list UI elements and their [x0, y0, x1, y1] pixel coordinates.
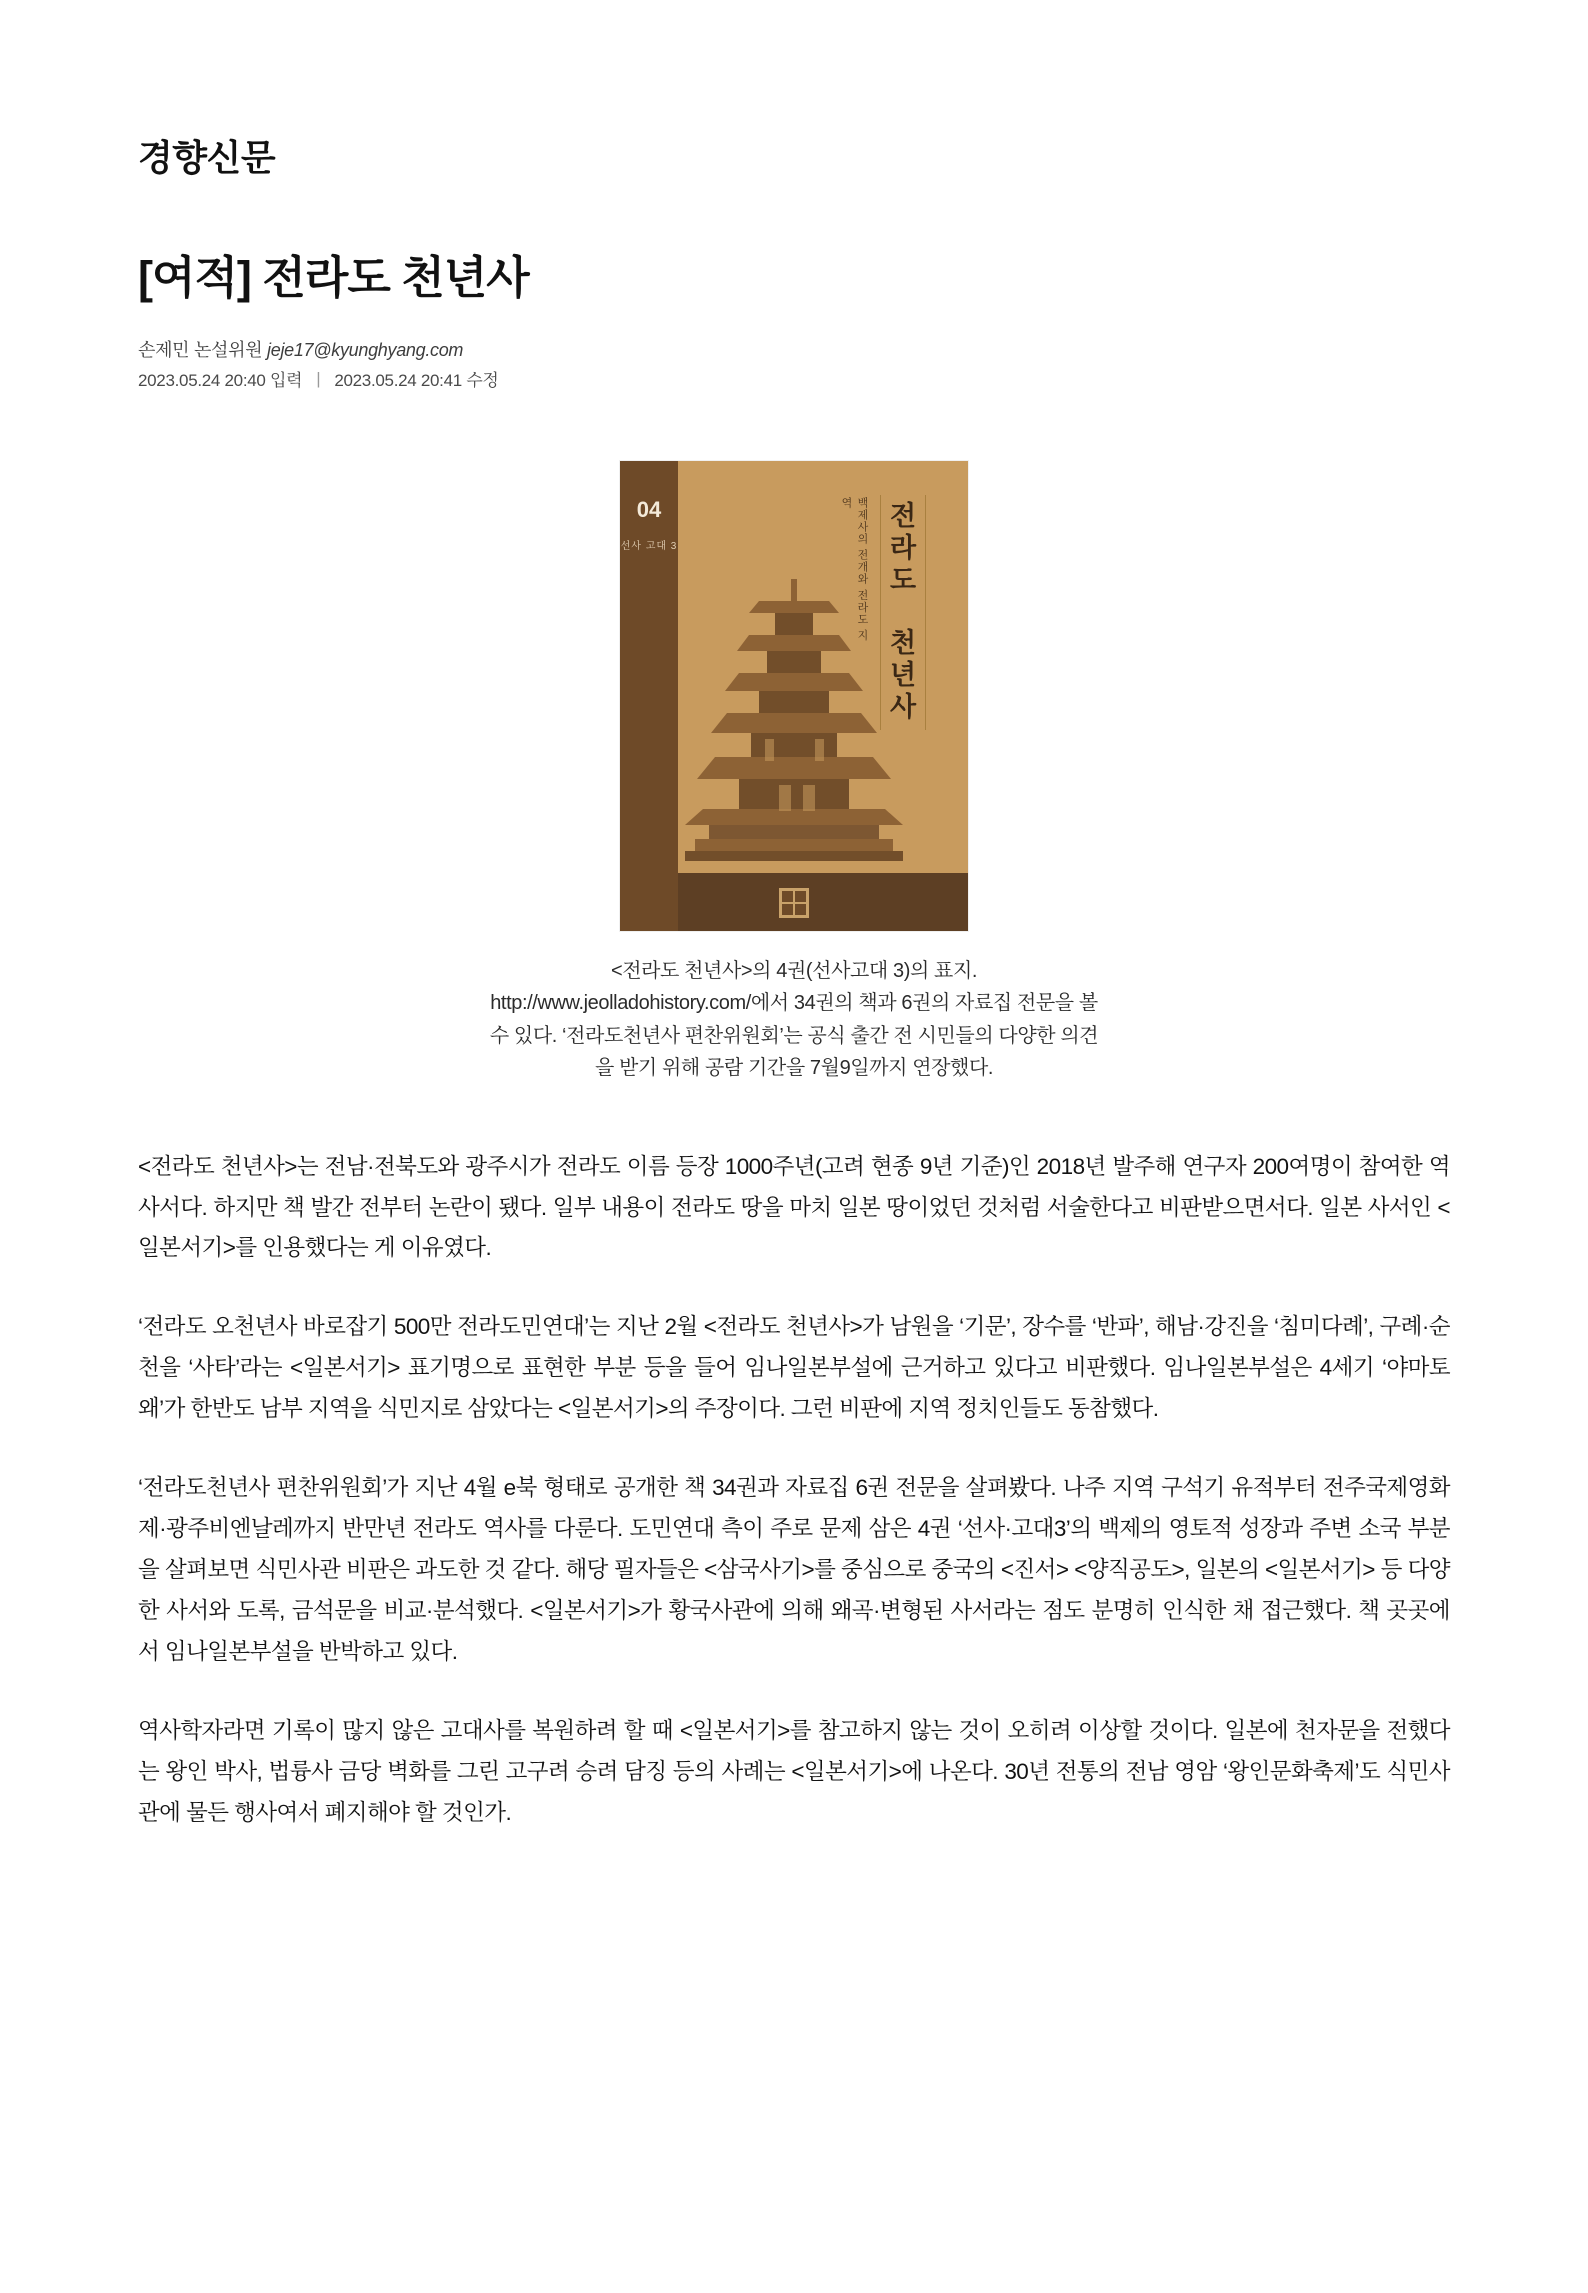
byline-email[interactable]: jeje17@kyunghyang.com	[267, 340, 464, 360]
article-paragraph: 역사학자라면 기록이 많지 않은 고대사를 복원하려 할 때 <일본서기>를 참고하지 않는 것이 오히려 이상할 것이다. 일본에 천자문을 전했다는 왕인 박사, 법륭사 금당 벽화를 그린 고구려 승려 담징 등의 사례는 <일본서기>에 나온다. 30년 전통의 전남 영암 ‘왕인문화축제’도 식민사관에 물든 행사여서 폐지해야 할 것인가.	[138, 1717, 1450, 1825]
article-figure	[138, 461, 1450, 1085]
article-body	[138, 1147, 1450, 1834]
dateline-divider: |	[316, 368, 321, 388]
page-title: [여적] 전라도 천년사	[138, 252, 529, 303]
article-paragraph: ‘전라도천년사 편찬위원회’가 지난 4월 e북 형태로 공개한 책 34권과 자료집 6권 전문을 살펴봤다. 나주 지역 구석기 유적부터 전주국제영화제·광주비엔날레까지 반만년 전라도 역사를 다룬다. 도민연대 측이 주로 문제 삼은 4권 ‘선사·고대3’의 백제의 영토적 성장과 주변 소국 부분을 살펴보면 식민사관 비판은 과도한 것 같다. 해당 필자들은 <삼국사기>를 중심으로 중국의 <진서> <양직공도>, 일본의 <일본서기> 등 다양한 사서와 도록, 금석문을 비교·분석했다. <일본서기>가 황국사관에 의해 왜곡·변형된 사서라는 점도 분명히 인식한 채 접근했다. 책 곳곳에서 임나일본부설을 반박하고 있다.	[138, 1475, 1450, 1664]
cover-ground-band	[678, 873, 968, 931]
masthead-logo: 경향신문	[138, 137, 276, 178]
byline-author: 손제민 논설위원	[138, 340, 263, 360]
spine-label: 선사 고대 3	[620, 541, 678, 552]
volume-number: 04	[636, 497, 662, 522]
published-timestamp: 2023.05.24 20:40 입력	[138, 371, 303, 390]
cover-subtitle: 백제사의 전개와 전라도 지역	[840, 497, 868, 642]
pagoda-illustration	[679, 573, 909, 873]
byline	[138, 336, 1450, 362]
dateline	[138, 366, 1450, 391]
book-spine	[620, 461, 678, 931]
updated-timestamp: 2023.05.24 20:41 수정	[334, 371, 499, 390]
caption-line: http://www.jeolladohistory.com/에서 34권의 책과 6권의 자료집 전문을 볼	[490, 992, 1098, 1015]
caption-line: 수 있다. ‘전라도천년사 편찬위원회’는 공식 출간 전 시민들의 다양한 의견	[489, 1024, 1099, 1047]
article-paragraph: ‘전라도 오천년사 바로잡기 500만 전라도민연대’는 지난 2월 <전라도 천년사>가 남원을 ‘기문’, 장수를 ‘반파’, 해남·강진을 ‘침미다례’, 구례·순천을 ‘사타’라는 <일본서기> 표기명으로 표현한 부분 등을 들어 임나일본부설에 근거하고 있다고 비판했다. 임나일본부설은 4세기 ‘야마토 왜’가 한반도 남부 지역을 식민지로 삼았다는 <일본서기>의 주장이다. 그런 비판에 지역 정치인들도 동참했다.	[138, 1314, 1450, 1422]
seal-stamp-icon	[779, 888, 809, 918]
caption-line: <전라도 천년사>의 4권(선사고대 3)의 표지.	[610, 960, 978, 982]
article-paragraph: <전라도 천년사>는 전남·전북도와 광주시가 전라도 이름 등장 1000주년(고려 현종 9년 기준)인 2018년 발주해 연구자 200여명이 참여한 역사서다. 하지만 책 발간 전부터 논란이 됐다. 일부 내용이 전라도 땅을 마치 일본 땅이었던 것처럼 서술한다고 비판받으면서다. 일본 사서인 <일본서기>를 인용했다는 게 이유였다.	[138, 1153, 1450, 1261]
cover-title: 전 라 도 천 년 사	[880, 495, 926, 730]
caption-line: 을 받기 위해 공람 기간을 7월9일까지 연장했다.	[594, 1057, 994, 1080]
book-cover-image	[620, 461, 968, 931]
figure-caption	[444, 955, 1144, 1085]
